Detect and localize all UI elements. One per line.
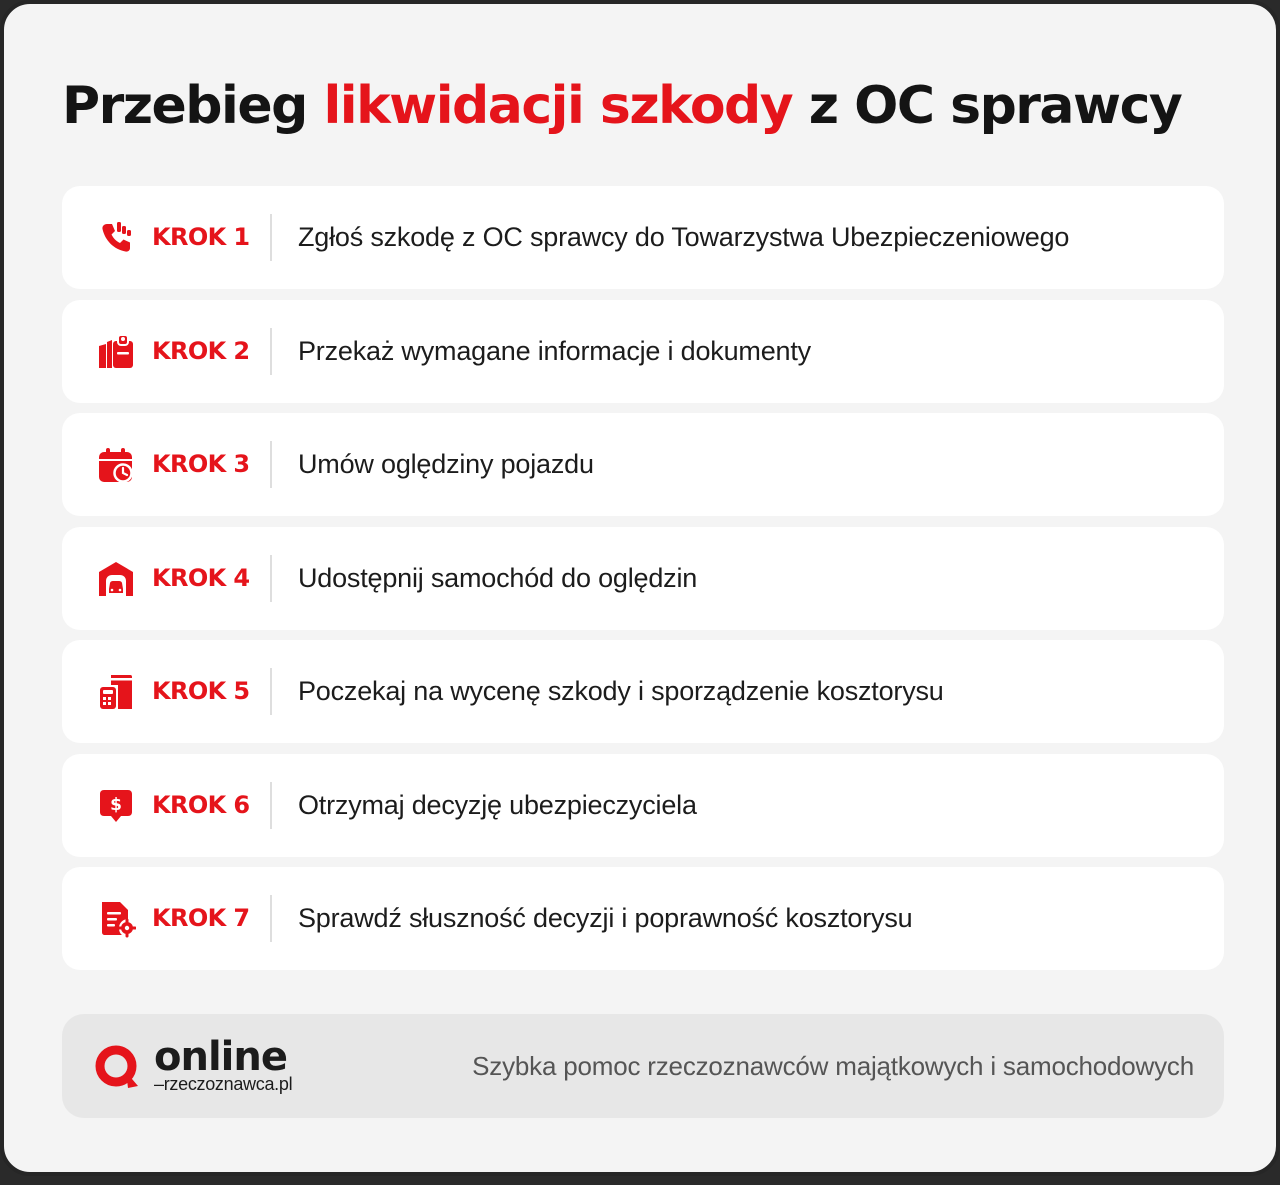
divider xyxy=(270,895,272,942)
step-label: KROK 1 xyxy=(152,223,250,251)
logo xyxy=(92,1034,352,1096)
calculator-icon xyxy=(96,672,136,712)
phone-icon xyxy=(96,218,136,258)
step-text: Otrzymaj decyzję ubezpieczyciela xyxy=(298,789,697,820)
step-4 xyxy=(62,527,1224,630)
divider xyxy=(270,214,272,261)
step-label: KROK 4 xyxy=(152,563,250,592)
title-part2: z OC sprawcy xyxy=(792,76,1182,136)
page-title xyxy=(62,76,1181,136)
document-settings-icon xyxy=(96,899,136,939)
garage-icon xyxy=(96,559,136,599)
step-label: KROK 2 xyxy=(152,336,250,365)
calendar-clock-icon xyxy=(96,445,136,485)
divider xyxy=(270,555,272,602)
divider xyxy=(270,328,272,375)
documents-icon xyxy=(96,332,136,372)
logo-mark-icon xyxy=(92,1042,146,1096)
footer-banner xyxy=(62,1014,1224,1118)
step-text: Udostępnij samochód do oględzin xyxy=(298,562,698,593)
divider xyxy=(270,668,272,715)
step-label: KROK 7 xyxy=(152,904,250,932)
steps-list xyxy=(62,186,1224,981)
step-label: KROK 6 xyxy=(152,790,250,819)
divider xyxy=(270,441,272,488)
step-1 xyxy=(62,186,1224,289)
title-part1: Przebieg xyxy=(62,76,324,136)
step-text: Przekaż wymagane informacje i dokumenty xyxy=(298,335,811,366)
step-6 xyxy=(62,754,1224,857)
step-text: Zgłoś szkodę z OC sprawcy do Towarzystwa Ubezpieczeniowego xyxy=(298,222,1070,252)
step-text: Poczekaj na wycenę szkody i sporządzenie kosztorysu xyxy=(298,676,944,706)
logo-sub-text: –rzeczoznawca.pl xyxy=(154,1074,293,1094)
divider xyxy=(270,782,272,829)
tagline: Szybka pomoc rzeczoznawców majątkowych i samochodowych xyxy=(472,1051,1194,1081)
title-accent: likwidacji szkody xyxy=(323,76,793,136)
step-text: Sprawdź słuszność decyzji i poprawność kosztorysu xyxy=(298,903,913,933)
step-label: KROK 3 xyxy=(152,450,250,478)
step-5 xyxy=(62,640,1224,743)
step-2 xyxy=(62,300,1224,403)
step-text: Umów oględziny pojazdu xyxy=(298,449,594,479)
step-7 xyxy=(62,867,1224,970)
money-message-icon xyxy=(96,786,136,826)
logo-main-text: online xyxy=(154,1034,287,1080)
step-label: KROK 5 xyxy=(152,677,250,705)
svg-text:$: $ xyxy=(110,794,122,815)
step-3 xyxy=(62,413,1224,516)
